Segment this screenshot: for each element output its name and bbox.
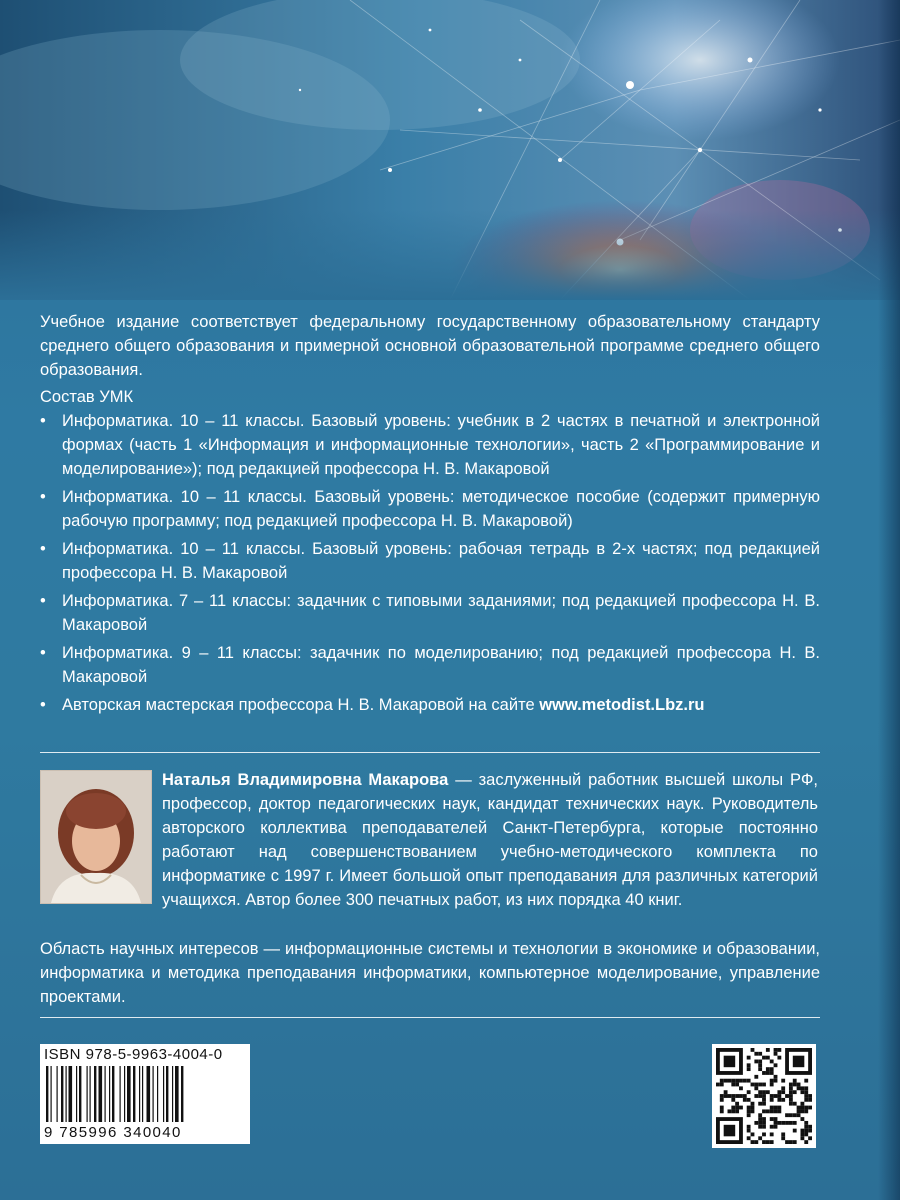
interests-paragraph: Область научных интересов — информационные системы и технологии в экономике и образовании, информатика и методика преподавания информатики, компьютерное моделирование, управление проектами. xyxy=(40,940,820,1006)
author-name: Наталья Владимировна Макарова xyxy=(162,771,449,789)
list-item: • Информатика. 7 – 11 классы: задачник с типовыми заданиями; под редакцией профессора Н. В. Макаровой xyxy=(40,592,820,634)
list-item: • Информатика. 9 – 11 классы: задачник по моделированию; под редакцией профессора Н. В. Макаровой xyxy=(40,644,820,686)
divider-bottom xyxy=(40,1017,820,1018)
list-item-text: Информатика. 10 – 11 классы. Базовый уровень: рабочая тетрадь в 2-х частях; под редакцией профессора Н. В. Макаровой xyxy=(62,540,820,582)
intro-paragraph: Учебное издание соответствует федеральному государственному образовательному стандарту среднего общего образования и примерной основной образовательной программе среднего общего образования. xyxy=(40,313,820,379)
author-bio xyxy=(162,768,818,912)
author-photo xyxy=(40,770,152,904)
site-item-text: Авторская мастерская профессора Н. В. Макаровой на сайте xyxy=(62,696,540,714)
list-item-site: • Авторская мастерская профессора Н. В. Макаровой на сайте www.metodist.Lbz.ru xyxy=(40,696,705,714)
umk-heading: Состав УМК xyxy=(40,388,134,406)
list-item-text: Информатика. 10 – 11 классы. Базовый уровень: учебник в 2 частях в печатной и электронной формах (часть 1 «Информация и информационные технологии», часть 2 «Программирование и моделирование»); под редакцией профессора Н. В. Макаровой xyxy=(62,412,820,478)
qr-code-icon xyxy=(712,1044,816,1148)
isbn-label: ISBN 978-5-9963-4004-0 xyxy=(44,1046,223,1063)
barcode-icon xyxy=(44,1066,246,1122)
isbn-barcode xyxy=(40,1044,250,1144)
list-item-text: Информатика. 9 – 11 классы: задачник по моделированию; под редакцией профессора Н. В. Макаровой xyxy=(62,644,820,686)
space-illustration xyxy=(0,0,900,300)
isbn-digits: 9 785996 340040 xyxy=(44,1124,182,1141)
list-item-text: Информатика. 7 – 11 классы: задачник с типовыми заданиями; под редакцией профессора Н. В. Макаровой xyxy=(62,592,820,634)
author-bio-text: — заслуженный работник высшей школы РФ, профессор, доктор педагогических наук, кандидат технических наук. Руководитель авторского коллектива преподавателей Санкт-Петербурга, которые постоянно работают над совершенствованием учебно-методического комплекта по информатике с 1997 г. Имеет большой опыт преподавания для различных категорий учащихся. Автор более 300 печатных работ, из них порядка 40 книг. xyxy=(162,771,818,909)
list-item-text: Информатика. 10 – 11 классы. Базовый уровень: методическое пособие (содержит примерную рабочую программу; под редакцией профессора Н. В. Макаровой) xyxy=(62,488,820,530)
spine-shadow xyxy=(878,0,900,1200)
umk-list xyxy=(40,409,820,721)
list-item: • Информатика. 10 – 11 классы. Базовый уровень: учебник в 2 частях в печатной и электронной формах (часть 1 «Информация и информационные технологии», часть 2 «Программирование и моделирование»); под редакцией профессора Н. В. Макаровой xyxy=(40,412,820,478)
list-item: • Информатика. 10 – 11 классы. Базовый уровень: рабочая тетрадь в 2-х частях; под редакцией профессора Н. В. Макаровой xyxy=(40,540,820,582)
site-link[interactable]: www.metodist.Lbz.ru xyxy=(539,696,705,714)
divider-top xyxy=(40,752,820,753)
list-item: • Информатика. 10 – 11 классы. Базовый уровень: методическое пособие (содержит примерную рабочую программу; под редакцией профессора Н. В. Макаровой) xyxy=(40,488,820,530)
